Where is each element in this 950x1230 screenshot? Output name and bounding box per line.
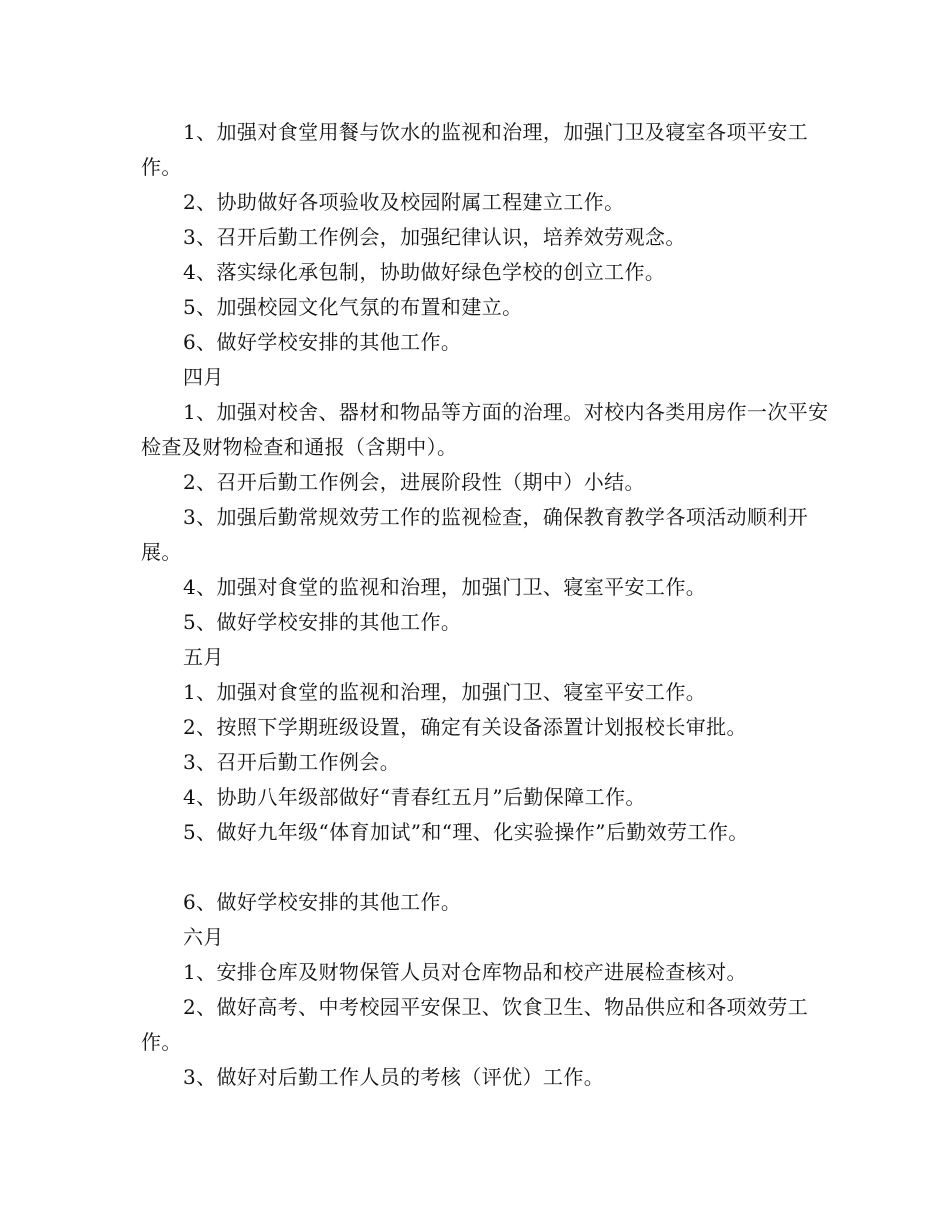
paragraph: 1、加强对食堂用餐与饮水的监视和治理，加强门卫及寝室各项平安工作。 <box>141 120 809 179</box>
section-heading-april: 四月 <box>183 365 224 389</box>
paragraph: 5、做好九年级“体育加试”和“理、化实验操作”后勤效劳工作。 <box>183 820 749 844</box>
paragraph: 3、召开后勤工作例会。 <box>183 750 401 774</box>
paragraph: 3、做好对后勤工作人员的考核（评优）工作。 <box>183 1065 605 1089</box>
paragraph: 3、加强后勤常规效劳工作的监视检查，确保教育教学各项活动顺利开展。 <box>141 505 809 564</box>
paragraph: 4、加强对食堂的监视和治理，加强门卫、寝室平安工作。 <box>183 575 707 599</box>
paragraph: 2、协助做好各项验收及校园附属工程建立工作。 <box>183 190 625 214</box>
paragraph: 5、做好学校安排的其他工作。 <box>183 610 462 634</box>
paragraph: 2、按照下学期班级设置，确定有关设备添置计划报校长审批。 <box>183 715 747 739</box>
paragraph: 6、做好学校安排的其他工作。 <box>183 890 462 914</box>
paragraph: 2、做好高考、中考校园平安保卫、饮食卫生、物品供应和各项效劳工作。 <box>141 995 809 1054</box>
paragraph: 4、落实绿化承包制，协助做好绿色学校的创立工作。 <box>183 260 666 284</box>
paragraph: 1、安排仓库及财物保管人员对仓库物品和校产进展检查核对。 <box>183 960 747 984</box>
document-body <box>141 115 831 1095</box>
paragraph: 4、协助八年级部做好“青春红五月”后勤保障工作。 <box>183 785 646 809</box>
paragraph: 5、加强校园文化气氛的布置和建立。 <box>183 295 523 319</box>
paragraph: 6、做好学校安排的其他工作。 <box>183 330 462 354</box>
paragraph: 1、加强对校舍、器材和物品等方面的治理。对校内各类用房作一次平安检查及财物检查和通报（含期中）。 <box>141 400 829 459</box>
paragraph: 3、召开后勤工作例会，加强纪律认识，培养效劳观念。 <box>183 225 686 249</box>
section-heading-may: 五月 <box>183 645 224 669</box>
paragraph: 2、召开后勤工作例会，进展阶段性（期中）小结。 <box>183 470 645 494</box>
paragraph: 1、加强对食堂的监视和治理，加强门卫、寝室平安工作。 <box>183 680 707 704</box>
blank-line <box>141 850 831 885</box>
section-heading-june: 六月 <box>183 925 224 949</box>
